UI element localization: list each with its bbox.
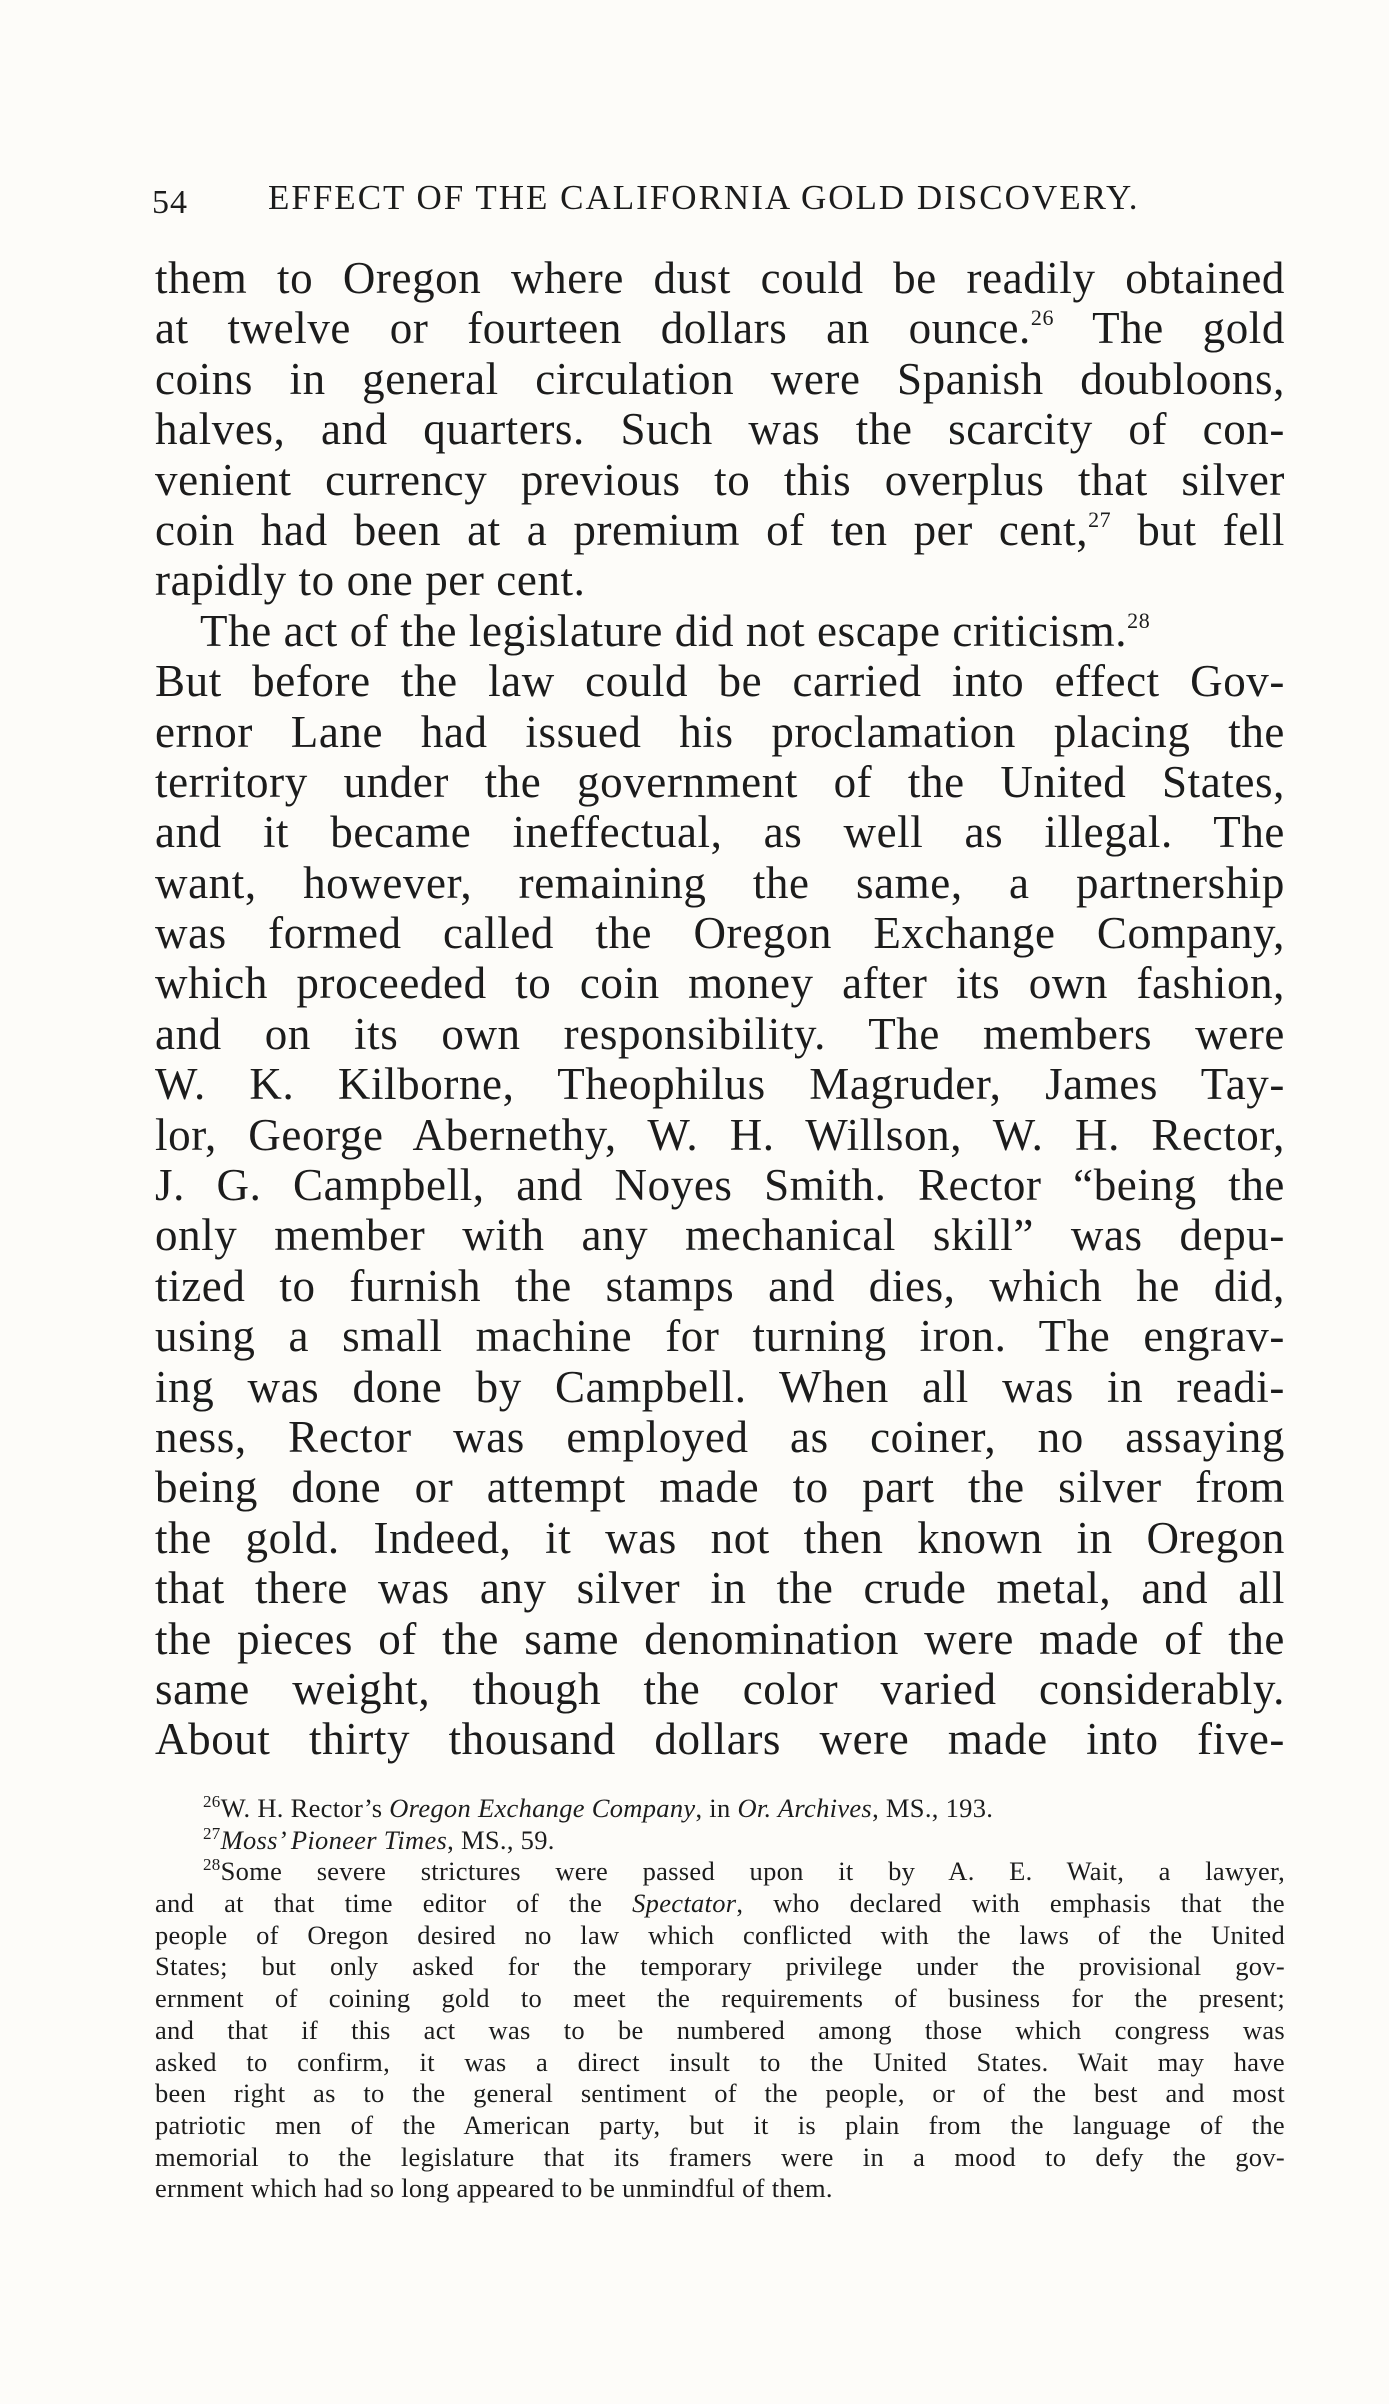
body-line: tized to furnish the stamps and dies, which he did, <box>155 1260 1285 1311</box>
body-text <box>155 253 1285 1765</box>
footnote-line: memorial to the legislature that its framers were in a mood to defy the gov- <box>155 2141 1285 2172</box>
body-line: halves, and quarters. Such was the scarcity of con- <box>155 404 1285 455</box>
footnote-line: ernment which had so long appeared to be unmindful of them. <box>155 2173 833 2204</box>
footnote-mark: 26 <box>203 1792 221 1811</box>
body-line: ernor Lane had issued his proclamation placing the <box>155 706 1285 757</box>
page-header <box>152 172 1282 222</box>
footnotes <box>155 1793 1285 2205</box>
footnote-ref-26: 26 <box>1030 305 1055 331</box>
body-line: J. G. Campbell, and Noyes Smith. Rector “being the <box>155 1160 1285 1211</box>
body-line: lor, George Abernethy, W. H. Willson, W. H. Rector, <box>155 1109 1285 1160</box>
page-number: 54 <box>152 184 188 221</box>
body-line: that there was any silver in the crude metal, and all <box>155 1563 1285 1614</box>
body-line: coin had been at a premium of ten per cent,$^{27}$ but fell <box>155 504 1285 555</box>
body-line: and on its own responsibility. The members were <box>155 1008 1285 1059</box>
body-line: being done or attempt made to part the silver from <box>155 1462 1285 1513</box>
footnote-line: and at that time editor of the Spectator, who declared with emphasis that the <box>155 1888 1285 1919</box>
body-line: W. K. Kilborne, Theophilus Magruder, James Tay- <box>155 1059 1285 1110</box>
footnote-line: asked to confirm, it was a direct insult to the United States. Wait may have <box>155 2046 1285 2077</box>
body-line: only member with any mechanical skill” was depu- <box>155 1210 1285 1261</box>
footnote-mark: 28 <box>203 1855 221 1875</box>
running-head: EFFECT OF THE CALIFORNIA GOLD DISCOVERY. <box>268 178 1140 217</box>
body-line: which proceeded to coin money after its own fashion, <box>155 958 1285 1009</box>
body-line: ness, Rector was employed as coiner, no assaying <box>155 1411 1285 1462</box>
body-line: territory under the government of the United States, <box>155 756 1285 807</box>
footnote-line: States; but only asked for the temporary privilege under the provisional gov- <box>155 1951 1285 1982</box>
footnote-ref-27: 27 <box>1088 506 1112 532</box>
body-line: The act of the legislature did not escape criticism.$^{28}$ <box>200 605 1151 656</box>
body-line: want, however, remaining the same, a partnership <box>155 857 1285 908</box>
body-line: and it became ineffectual, as well as illegal. The <box>155 807 1285 858</box>
body-line: rapidly to one per cent. <box>155 555 586 606</box>
body-line: But before the law could be carried into effect Gov- <box>155 656 1285 707</box>
body-line: ing was done by Campbell. When all was in readi- <box>155 1361 1285 1412</box>
body-line: the gold. Indeed, it was not then known in Oregon <box>155 1512 1285 1563</box>
body-line: at twelve or fourteen dollars an ounce.$^{26}$ The gold <box>155 303 1285 354</box>
footnote-ref-28: 28 <box>1127 607 1151 633</box>
body-line: coins in general circulation were Spanish doubloons, <box>155 353 1285 404</box>
footnote-line: patriotic men of the American party, but it is plain from the language of the <box>155 2109 1285 2140</box>
body-line: venient currency previous to this overplus that silver <box>155 454 1285 505</box>
footnote-26: $^{26}$W. H. Rector’s Oregon Exchange Company, in Or. Archives, MS., 193. <box>203 1792 994 1823</box>
footnote-line: ernment of coining gold to meet the requirements of business for the present; <box>155 1983 1285 2014</box>
footnote-27: $^{27}$Moss’ Pioneer Times, MS., 59. <box>203 1823 555 1855</box>
body-line: them to Oregon where dust could be readily obtained <box>155 253 1285 303</box>
body-line: was formed called the Oregon Exchange Company, <box>155 908 1285 959</box>
footnote-28: $^{28}$Some severe strictures were passed upon it by A. E. Wait, a lawyer, <box>203 1855 1285 1887</box>
footnote-line: people of Oregon desired no law which conflicted with the laws of the United <box>155 1919 1285 1950</box>
body-line: same weight, though the color varied considerably. <box>155 1663 1285 1714</box>
footnote-line: and that if this act was to be numbered among those which congress was <box>155 2014 1285 2045</box>
body-line: using a small machine for turning iron. The engrav- <box>155 1311 1285 1362</box>
body-line: About thirty thousand dollars were made into five- <box>155 1714 1285 1765</box>
footnote-line: been right as to the general sentiment of the people, or of the best and most <box>155 2078 1285 2109</box>
footnote-mark: 27 <box>203 1823 221 1843</box>
body-line: the pieces of the same denomination were made of the <box>155 1613 1285 1664</box>
